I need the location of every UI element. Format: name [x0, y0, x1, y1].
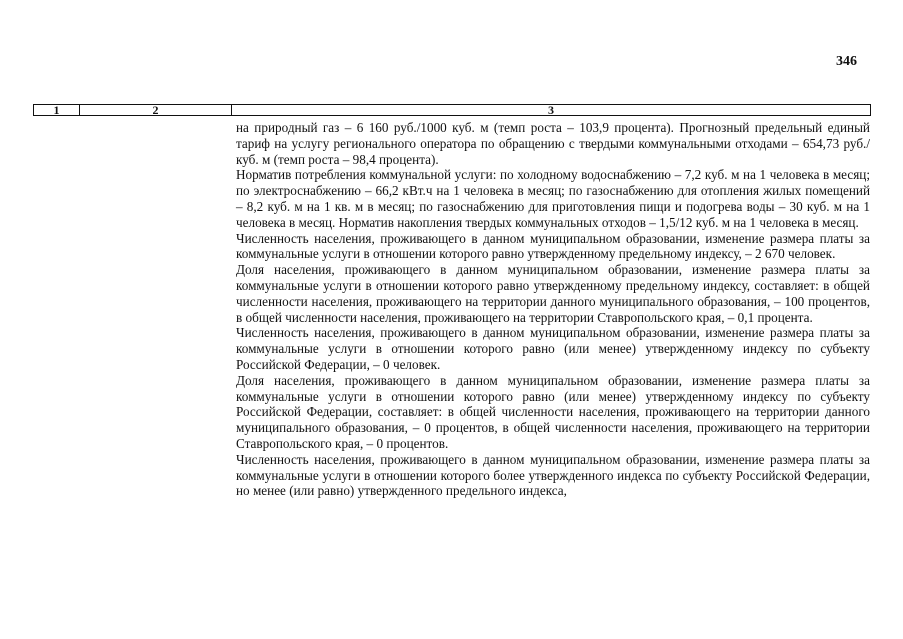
table-header-col-2: 2 [80, 105, 232, 115]
table-header-row [33, 104, 871, 116]
paragraph-share-equal-regional: Доля населения, проживающего в данном муниципальном образовании, изменение размера платы за коммунальные услуги в отношении которого равно (или менее) утвержденному индексу по субъекту Российской Федерации, составляет: в общей численности населения, проживающего на территории данного муниципального образования, – 0 процентов, в общей численности населения, проживающего на территории Ставропольского края, – 0 процентов. [236, 372, 870, 451]
paragraph-population-above-regional: Численность населения, проживающего в данном муниципальном образовании, изменение размера платы за коммунальные услуги в отношении которого более утвержденного индекса по субъекту Российской Федерации, но менее (или равно) утвержденного предельного индекса, [236, 451, 870, 499]
paragraph-gas-tariff: на природный газ – 6 160 руб./1000 куб. м (темп роста – 103,9 процента). Прогнозный предельный единый тариф на услугу регионального оператора по обращению с твердыми коммунальными отходами – 654,73 руб./куб. м (темп роста – 98,4 процента). [236, 120, 870, 167]
document-body [236, 120, 870, 499]
table-header-col-3: 3 [548, 103, 554, 117]
paragraph-consumption-norms: Норматив потребления коммунальной услуги: по холодному водоснабжению – 7,2 куб. м на 1 человека в месяц; по электроснабжению – 66,2 кВт.ч на 1 человека в месяц; по газоснабжению для отопления жилых помещений – 8,2 куб. м на 1 кв. м в месяц; по газоснабжению для приготовления пищи и подогрева воды – 30 куб. м на 1 человека в месяц. Норматив накопления твердых коммунальных отходов – 1,5/12 куб. м на 1 человека в месяц. [236, 167, 870, 230]
paragraph-share-equal-limit: Доля населения, проживающего в данном муниципальном образовании, изменение размера платы за коммунальные услуги в отношении которого равно утвержденному предельному индексу, составляет: в общей численности населения, проживающего на территории данного муниципального образования, – 100 процентов, в общей численности населения, проживающего на территории Ставропольского края, – 0,1 процента. [236, 262, 870, 325]
paragraph-population-equal-limit: Численность населения, проживающего в данном муниципальном образовании, изменение размера платы за коммунальные услуги в отношении которого равно утвержденному предельному индексу, – 2 670 человек. [236, 230, 870, 262]
table-header-col-1: 1 [34, 105, 80, 115]
paragraph-population-equal-regional: Численность населения, проживающего в данном муниципальном образовании, изменение размера платы за коммунальные услуги в отношении которого равно (или менее) утвержденному индексу по субъекту Российской Федерации, – 0 человек. [236, 325, 870, 372]
page-number: 346 [836, 54, 857, 69]
